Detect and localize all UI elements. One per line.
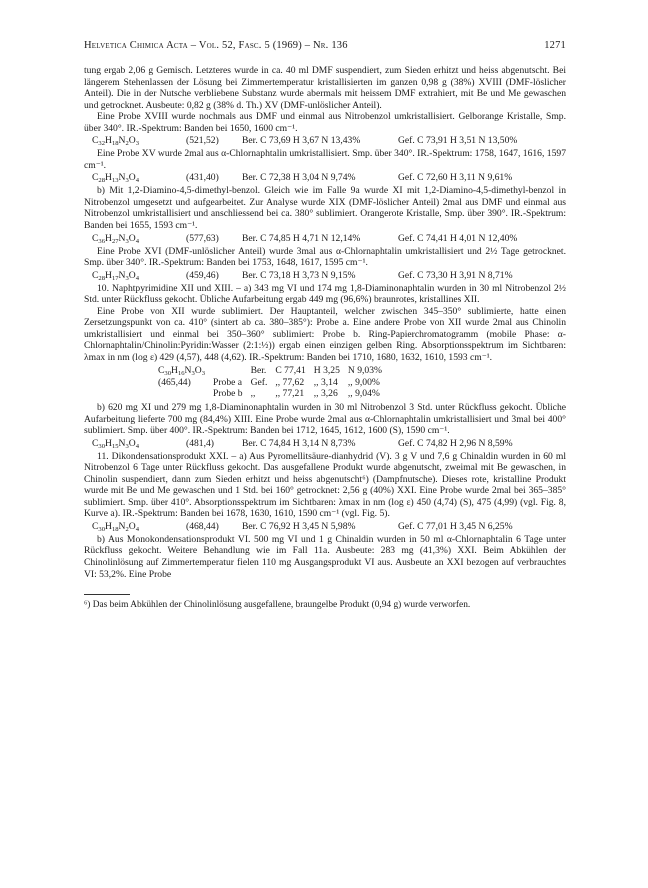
table-row bbox=[154, 377, 386, 389]
table-cell: ,, 77,62 bbox=[275, 376, 305, 388]
table-row bbox=[154, 388, 386, 400]
calc-values: Ber. C 74,84 H 3,14 N 8,73% bbox=[242, 437, 356, 449]
found-values: Gef. C 73,30 H 3,91 N 8,71% bbox=[398, 269, 513, 281]
elemental-analysis bbox=[84, 172, 566, 184]
elemental-analysis bbox=[84, 233, 566, 245]
table-formula: $C_{30}H_{16}N_3O_3$ bbox=[158, 365, 205, 378]
paragraph: 11. Dikondensationsprodukt XXI. – a) Aus Pyromellitsäure-dianhydrid (V). 3 g V und 7,6 g Chinaldin wurden in 60 ml Nitrobenzol 6 Tage unter Rückfluss gekocht. Das ausgefallene Produkt wurde abgenutscht, zweimal mit Be gewaschen, in Chinolin suspendiert, dann zum Sieden erhitzt und heiss abgenutscht⁶) (Dampfnutsche). Dieses rote, kristalline Produkt wurde mit Be und Me gewaschen und 1 Std. bei 160° getrocknet: 2,56 g (40%) XXI. Eine Probe wurde 2mal bei 365–385° sublimiert. Smp. über 410°. Absorptionsspektrum im Sichtbaren: λmax in nm (log ε) 450 (4,74) (S), 475 (4,99) (vgl. Fig. 8, Kurve a). IR.-Spektrum: Banden bei 1678, 1630, 1610, 1590 cm⁻¹ (vgl. Fig. 5). bbox=[84, 450, 566, 520]
paragraph: b) Aus Monokondensationsprodukt VI. 500 mg VI und 1 g Chinaldin wurden in 50 ml α-Chlornaphtalin 6 Tage unter Rückfluss gekocht. Weitere Behandlung wie im Fall 11a. Ausbeute: 283 mg (41,3%) XXI. Beim Abkühlen der Chinolinlösung auf Zimmertemperatur fielen 110 mg Ausgangsprodukt VI aus. Ausbeute an XXI bezogen auf verbrauchtes VI: 53,2%. Eine Probe bbox=[84, 533, 566, 580]
paragraph: b) 620 mg XI und 279 mg 1,8-Diaminonaphtalin wurden in 30 ml Nitrobenzol 3 Std. unter Rückfluss gekocht. Übliche Aufarbeitung lieferte 700 mg (84,4%) XIII. Eine Probe wurde 2mal aus α-Chlornaphtalin umkristallisiert und 3mal bei 400° sublimiert. Smp. über 400°. IR.-Spektrum: Banden bei 1712, 1645, 1612, 1600 (S), 1590 cm⁻¹. bbox=[84, 401, 566, 437]
table-cell: Ber. bbox=[250, 365, 267, 377]
table-cell: ,, 3,14 bbox=[313, 376, 338, 388]
molecular-formula: $C_{30}H_{15}N_3O_4$ bbox=[92, 437, 139, 450]
paragraph: tung ergab 2,06 g Gemisch. Letzteres wurde in ca. 40 ml DMF suspendiert, zum Sieden erhitzt und heiss abgenutscht. Bei längerem Stehenlassen der Lösung bei Zimmertemperatur kristallisierten im ganzen 0,98 g (38%) XVIII (DMF-löslicher Anteil). Die in der Nutsche verbliebene Substanz wurde abermals mit heissem DMF extrahiert, mit Be und Me gewaschen und getrocknet. Ausbeute: 0,82 g (38% d. Th.) XV (DMF-unlöslicher Anteil). bbox=[84, 65, 566, 111]
found-values: Gef. C 74,41 H 4,01 N 12,40% bbox=[398, 232, 518, 244]
paragraph: Eine Probe von XII wurde sublimiert. Der Hauptanteil, welcher zwischen 345–350° sublimierte, hatte einen Zersetzungspunkt von ca. 410° (sintert ab ca. 380–385°): Probe a. Eine andere Probe von XII wurde 2mal aus Chinolin umkristallisiert und einmal bei 350–360° sublimiert: Probe b. Ring-Papierchromatogramm (mobile Phase: α-Chlornaphtalin/Chinolin:Pyridin:Wasser (2:1:½)) ergab einen einzigen gelben Ring. Absorptionsspektrum im Sichtbaren: λmax in nm (log ε) 429 (4,57), 448 (4,62). IR.-Spektrum: Banden bei 1710, 1680, 1632, 1610, 1593 cm⁻¹. bbox=[84, 305, 566, 363]
found-values: Gef. C 73,91 H 3,51 N 13,50% bbox=[398, 135, 518, 147]
running-header bbox=[84, 40, 566, 51]
table-cell: H 3,25 bbox=[313, 365, 340, 377]
molecular-formula: $C_{28}H_{13}N_3O_4$ bbox=[92, 172, 139, 185]
found-values: Gef. C 72,60 H 3,11 N 9,61% bbox=[398, 172, 513, 184]
table-row bbox=[154, 365, 386, 377]
molecular-weight: (577,63) bbox=[186, 232, 219, 244]
table-cell: Probe b bbox=[213, 388, 243, 400]
page-number: 1271 bbox=[544, 40, 566, 51]
molecular-weight: (431,40) bbox=[186, 172, 219, 184]
molecular-weight: (459,46) bbox=[186, 269, 219, 281]
table-cell: ,, 77,21 bbox=[275, 388, 305, 400]
table-cell: ,, 9,00% bbox=[347, 376, 380, 388]
calc-values: Ber. C 76,92 H 3,45 N 5,98% bbox=[242, 520, 356, 532]
calc-values: Ber. C 73,69 H 3,67 N 13,43% bbox=[242, 135, 361, 147]
calc-values: Ber. C 74,85 H 4,71 N 12,14% bbox=[242, 232, 361, 244]
paragraph: Eine Probe XV wurde 2mal aus α-Chlornaphtalin umkristallisiert. Smp. über 340°. IR.-Spektrum: 1758, 1647, 1616, 1597 cm⁻¹. bbox=[84, 148, 566, 171]
molecular-formula: $C_{30}H_{18}N_2O_4$ bbox=[92, 520, 139, 533]
molecular-weight: (521,52) bbox=[186, 135, 219, 147]
calc-values: Ber. C 73,18 H 3,73 N 9,15% bbox=[242, 269, 356, 281]
footnote-text: Das beim Abkühlen der Chinolinlösung ausgefallene, braungelbe Produkt (0,94 g) wurde verworfen. bbox=[92, 600, 471, 611]
molecular-weight: (468,44) bbox=[186, 520, 219, 532]
footnote-divider bbox=[84, 594, 130, 595]
table-cell: ,, 3,26 bbox=[313, 388, 338, 400]
elemental-analysis bbox=[84, 135, 566, 147]
table-mw: (465,44) bbox=[158, 376, 191, 388]
table-cell: Gef. bbox=[250, 376, 268, 388]
table-cell bbox=[209, 365, 247, 377]
table-cell: Probe a bbox=[213, 376, 243, 388]
page bbox=[84, 40, 566, 612]
analysis-table bbox=[154, 365, 386, 400]
molecular-formula: $C_{32}H_{18}N_2O_3$ bbox=[92, 135, 139, 148]
elemental-analysis bbox=[84, 438, 566, 450]
paragraph: b) Mit 1,2-Diamino-4,5-dimethyl-benzol. Gleich wie im Falle 9a wurde XI mit 1,2-Diamino-4,5-dimethyl-benzol in Nitrobenzol umgesetzt und aufgearbeitet. Zur Analyse wurde XIX (DMF-löslicher Anteil) 2mal aus DMF und einmal aus Nitrobenzol umkristallisiert und anschliessend bei ca. 380° sublimiert. Orangerote Kristalle, Smp. über 390°. IR.-Spektrum: Banden bei 1655, 1593 cm⁻¹. bbox=[84, 185, 566, 232]
table-cell: N 9,03% bbox=[347, 365, 382, 377]
paragraph: Eine Probe XVI (DMF-unlöslicher Anteil) wurde 3mal aus α-Chlornaphtalin umkristallisiert und 2½ Tage getrocknet. Smp. über 340°. IR.-Spektrum: Banden bei 1753, 1648, 1617, 1595 cm⁻¹. bbox=[84, 245, 566, 269]
molecular-weight: (481,4) bbox=[186, 437, 214, 449]
footnote-marker: ⁶) bbox=[84, 600, 91, 611]
calc-values: Ber. C 72,38 H 3,04 N 9,74% bbox=[242, 172, 356, 184]
table-cell: C 77,41 bbox=[275, 365, 306, 377]
table-cell: ,, 9,04% bbox=[347, 388, 380, 400]
elemental-analysis bbox=[84, 521, 566, 533]
found-values: Gef. C 77,01 H 3,45 N 6,25% bbox=[398, 520, 513, 532]
journal-title: Helvetica Chimica Acta – Vol. 52, Fasc. 5 (1969) – Nr. 136 bbox=[84, 40, 348, 51]
table-cell: ,, bbox=[250, 388, 256, 400]
molecular-formula: $C_{36}H_{27}N_3O_4$ bbox=[92, 232, 139, 245]
footnote bbox=[84, 600, 566, 612]
found-values: Gef. C 74,82 H 2,96 N 8,59% bbox=[398, 437, 513, 449]
molecular-formula: $C_{28}H_{17}N_3O_4$ bbox=[92, 269, 139, 282]
elemental-analysis bbox=[84, 270, 566, 282]
paragraph: Eine Probe XVIII wurde nochmals aus DMF und einmal aus Nitrobenzol umkristallisiert. Gelborange Kristalle, Smp. über 340°. IR.-Spektrum: Banden bei 1650, 1600 cm⁻¹. bbox=[84, 111, 566, 134]
paragraph: 10. Naphtpyrimidine XII und XIII. – a) 343 mg VI und 174 mg 1,8-Diaminonaphtalin wurden in 30 ml Nitrobenzol 2½ Std. unter Rückfluss gekocht. Übliche Aufarbeitung ergab 449 mg (96,6%) braunrotes, kristallines XII. bbox=[84, 282, 566, 306]
